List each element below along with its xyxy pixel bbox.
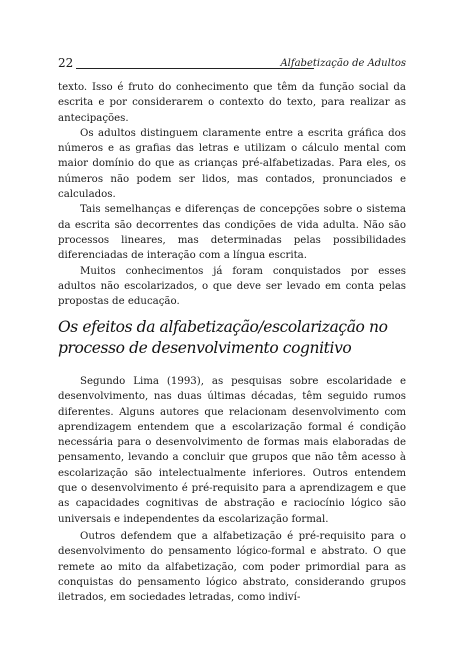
header-rule bbox=[76, 68, 314, 69]
paragraph: Tais semelhanças e diferenças de concepções sobre o sistema da escrita são decorrentes das condições de vida adulta. Não são processos lineares, mas determinadas pelas possibilidades diferenciadas de interação com a língua escrita. bbox=[58, 204, 406, 262]
bottom-text-block bbox=[58, 374, 406, 605]
running-title: Alfabetização de Adultos bbox=[280, 58, 406, 69]
paragraph: Segundo Lima (1993), as pesquisas sobre escolaridade e desenvolvimento, nas duas últimas décadas, têm seguido rumos diferentes. Alguns autores que relacionam desenvolvimento com aprendizagem entendem que a escolarização formal é condição necessária para o desenvolvimento de formas mais elaboradas de pensamento, levando a concluir que grupos que não têm acesso à escolarização são intelectualmente inferiores. Outros entendem que o desenvolvimento é pré-requisito para a aprendizagem e que as capacidades cognitivas de abstração e raciocínio lógico são universais e independentes da escolarização formal. bbox=[58, 376, 406, 525]
paragraph: texto. Isso é fruto do conhecimento que têm da função social da escrita e por considerarem o contexto do texto, para realizar as antecipações. bbox=[58, 82, 406, 124]
page-header bbox=[58, 56, 406, 72]
paragraph: Muitos conhecimentos já foram conquistados por esses adultos não escolarizados, o que deve ser levado em conta pelas propostas de educação. bbox=[58, 265, 406, 308]
paragraph: Os adultos distinguem claramente entre a escrita gráfica dos números e as grafias das letras e utilizam o cálculo mental com maior domínio do que as crianças pré-alfabetizadas. Para eles, os números não podem ser lidos, mas contados, pronunciados e calculados. bbox=[58, 127, 406, 201]
top-text-block bbox=[58, 80, 406, 309]
paragraph: Outros defendem que a alfabetização é pré-requisito para o desenvolvimento do pensamento lógico-formal e abstrato. O que remete ao mito da alfabetização, com poder primordial para as conquistas do pensamento lógico abstrato, considerando grupos iletrados, em sociedades letradas, como indiví- bbox=[58, 530, 406, 604]
section-heading: Os efeitos da alfabetização/escolarização no processo de desenvolvimento cognitivo bbox=[58, 318, 388, 357]
page-number: 22 bbox=[58, 56, 74, 70]
